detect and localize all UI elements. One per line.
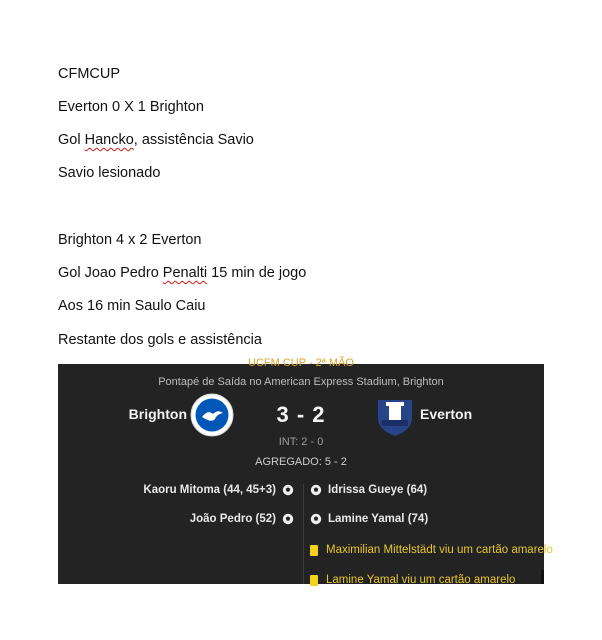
home-goal-event <box>190 513 294 525</box>
score: 3 - 2 <box>276 402 326 427</box>
doc-line[interactable] <box>58 265 306 281</box>
doc-line[interactable] <box>58 132 254 148</box>
doc-text: Brighton 4 x 2 Everton <box>58 232 202 248</box>
everton-crest-icon <box>372 392 418 438</box>
card-event-text: Lamine Yamal viu um cartão amarelo <box>326 574 516 586</box>
doc-text: CFMCUP <box>58 66 121 82</box>
doc-text: Everton 0 X 1 Brighton <box>58 99 204 115</box>
yellow-card-icon <box>310 545 318 556</box>
card-event-text: Maximilian Mittelstädt viu um cartão amarelo <box>326 544 553 556</box>
spellcheck-flagged-word: Penalti <box>162 265 208 281</box>
doc-text: Gol Joao Pedro <box>58 265 163 281</box>
soccer-ball-icon <box>282 484 294 496</box>
card-event <box>310 574 515 586</box>
doc-text: 15 min de jogo <box>207 265 307 281</box>
goal-event-text: Lamine Yamal (74) <box>328 513 429 525</box>
events-divider <box>303 484 304 584</box>
spellcheck-flagged-word: Hancko <box>84 132 134 148</box>
doc-line[interactable] <box>58 232 201 248</box>
doc-text: Aos 16 min Saulo Caiu <box>58 298 206 314</box>
doc-line[interactable] <box>58 99 204 115</box>
venue-label: Pontapé de Saída no American Express Stadium, Brighton <box>158 376 444 388</box>
away-goal-event <box>310 484 427 496</box>
card-event <box>310 544 553 556</box>
away-team-name: Everton <box>420 406 473 422</box>
soccer-ball-icon <box>310 513 322 525</box>
doc-text: Gol <box>58 132 85 148</box>
competition-label: UCFM CUP - 2ª MÃO <box>248 357 354 369</box>
doc-line[interactable] <box>58 66 120 82</box>
match-result-screenshot <box>58 357 553 586</box>
goal-event-text: João Pedro (52) <box>189 513 276 525</box>
soccer-ball-icon <box>310 484 322 496</box>
interval-score: INT: 2 - 0 <box>278 436 324 448</box>
doc-text: , assistência Savio <box>133 132 254 148</box>
goal-event-text: Idrissa Gueye (64) <box>328 484 428 496</box>
home-team-name: Brighton <box>128 406 187 422</box>
doc-line[interactable] <box>58 165 160 181</box>
crop-edge-mark <box>541 570 544 584</box>
soccer-ball-icon <box>282 513 294 525</box>
doc-text: Savio lesionado <box>58 165 161 181</box>
yellow-card-icon <box>310 575 318 586</box>
away-goal-event <box>310 513 428 525</box>
home-goal-event <box>143 484 294 496</box>
aggregate-score: AGREGADO: 5 - 2 <box>255 456 347 468</box>
goal-event-text: Kaoru Mitoma (44, 45+3) <box>143 484 276 496</box>
doc-line[interactable] <box>58 332 262 348</box>
doc-line[interactable] <box>58 298 206 314</box>
doc-text: Restante dos gols e assistência <box>58 332 262 348</box>
